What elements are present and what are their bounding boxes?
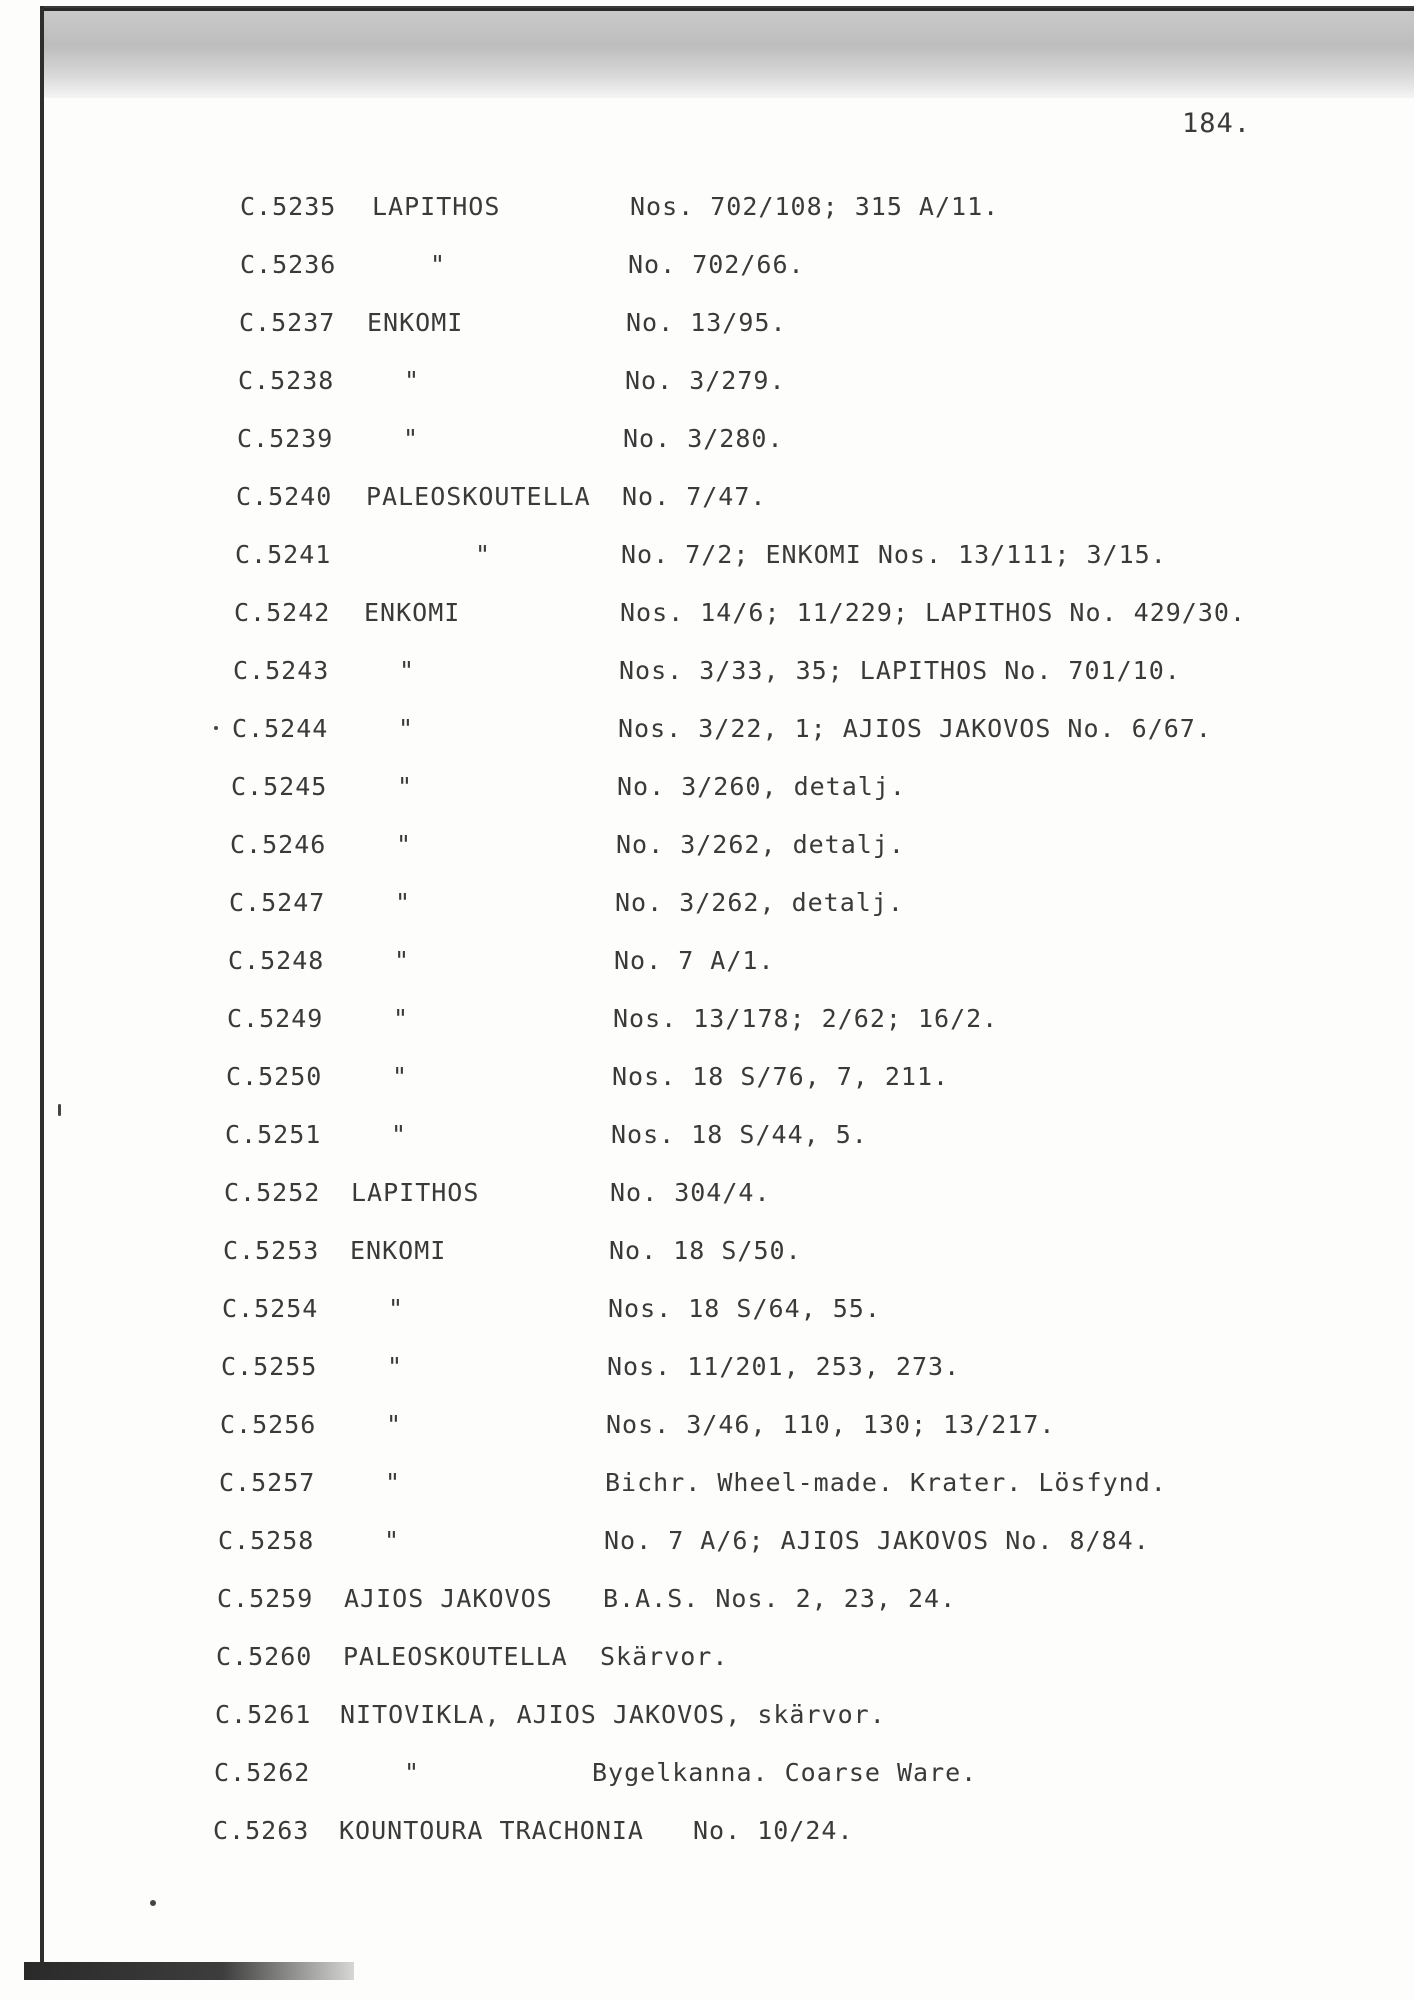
entry-description: Nos. 18 S/44, 5.: [611, 1120, 868, 1149]
entry-description: No. 7/2; ENKOMI Nos. 13/111; 3/15.: [621, 540, 1167, 569]
page-number: 184.: [1182, 108, 1252, 139]
entry-site: ": [430, 250, 447, 279]
entry-description: Nos. 13/178; 2/62; 16/2.: [613, 1004, 999, 1033]
entry-site: ": [399, 656, 416, 685]
scan-speck: [58, 1104, 61, 1116]
entry-code: C.5236: [240, 250, 337, 279]
entry-code: C.5263: [213, 1816, 310, 1845]
entry-site: ": [385, 1468, 402, 1497]
entry-site: ENKOMI: [350, 1236, 447, 1265]
entry-code: C.5248: [228, 946, 325, 975]
entry-site: ": [386, 1410, 403, 1439]
entry-code: C.5242: [234, 598, 331, 627]
entry-description: Skärvor.: [600, 1642, 729, 1671]
entry-code: C.5255: [221, 1352, 318, 1381]
entry-description: Nos. 3/22, 1; AJIOS JAKOVOS No. 6/67.: [618, 714, 1212, 743]
entry-code: C.5262: [214, 1758, 311, 1787]
entry-description: No. 10/24.: [693, 1816, 854, 1845]
scan-speck: [214, 726, 218, 730]
scan-speck: [150, 1900, 156, 1906]
entry-code: C.5259: [217, 1584, 314, 1613]
entry-site: ENKOMI: [367, 308, 464, 337]
entry-site: ": [397, 772, 414, 801]
entry-code: C.5239: [237, 424, 334, 453]
entry-site: ": [394, 946, 411, 975]
entry-code: C.5260: [216, 1642, 313, 1671]
entry-code: C.5237: [239, 308, 336, 337]
entry-site: ": [391, 1120, 408, 1149]
entry-description: Bichr. Wheel-made. Krater. Lösfynd.: [605, 1468, 1167, 1497]
entry-code: C.5258: [218, 1526, 315, 1555]
entry-code: C.5241: [235, 540, 332, 569]
entry-code: C.5243: [233, 656, 330, 685]
entry-site: AJIOS JAKOVOS: [344, 1584, 553, 1613]
entry-description: Nos. 14/6; 11/229; LAPITHOS No. 429/30.: [620, 598, 1246, 627]
entry-code: C.5250: [226, 1062, 323, 1091]
entry-site: LAPITHOS: [351, 1178, 480, 1207]
entry-site: ": [404, 1758, 421, 1787]
entry-code: C.5253: [223, 1236, 320, 1265]
entry-description: No. 7 A/6; AJIOS JAKOVOS No. 8/84.: [604, 1526, 1150, 1555]
entry-code: C.5245: [231, 772, 328, 801]
entry-description: No. 3/280.: [623, 424, 784, 453]
entry-description: No. 7 A/1.: [614, 946, 775, 975]
entry-description: Nos. 3/33, 35; LAPITHOS No. 701/10.: [619, 656, 1181, 685]
entry-site: PALEOSKOUTELLA: [366, 482, 591, 511]
entry-site: ": [398, 714, 415, 743]
entry-description: No. 13/95.: [626, 308, 787, 337]
entry-code: C.5254: [222, 1294, 319, 1323]
entry-site: ENKOMI: [364, 598, 461, 627]
entry-description: No. 3/260, detalj.: [617, 772, 906, 801]
entry-description: No. 18 S/50.: [609, 1236, 802, 1265]
entry-site: ": [396, 830, 413, 859]
entry-description: Nos. 11/201, 253, 273.: [607, 1352, 961, 1381]
entry-code: C.5256: [220, 1410, 317, 1439]
entry-code: C.5249: [227, 1004, 324, 1033]
entry-site: ": [388, 1294, 405, 1323]
entry-code: C.5257: [219, 1468, 316, 1497]
entry-description: Nos. 3/46, 110, 130; 13/217.: [606, 1410, 1056, 1439]
entry-site: ": [387, 1352, 404, 1381]
entry-site: ": [384, 1526, 401, 1555]
entry-code: C.5261: [215, 1700, 312, 1729]
entry-site: LAPITHOS: [372, 192, 501, 221]
entry-code: C.5238: [238, 366, 335, 395]
entry-code: C.5247: [229, 888, 326, 917]
entry-site: ": [404, 366, 421, 395]
entry-code: C.5246: [230, 830, 327, 859]
entry-description: Nos. 18 S/64, 55.: [608, 1294, 881, 1323]
entry-code: C.5240: [236, 482, 333, 511]
entry-description: No. 7/47.: [622, 482, 767, 511]
entry-description: No. 3/279.: [625, 366, 786, 395]
entry-description: No. 702/66.: [628, 250, 805, 279]
entry-site: ": [392, 1062, 409, 1091]
entry-site: PALEOSKOUTELLA: [343, 1642, 568, 1671]
entry-description: B.A.S. Nos. 2, 23, 24.: [603, 1584, 957, 1613]
entry-site: ": [475, 540, 492, 569]
entry-description: Nos. 702/108; 315 A/11.: [630, 192, 1000, 221]
entry-description: No. 3/262, detalj.: [615, 888, 904, 917]
entry-site: ": [403, 424, 420, 453]
entry-description: No. 3/262, detalj.: [616, 830, 905, 859]
entry-site: ": [395, 888, 412, 917]
entry-description: No. 304/4.: [610, 1178, 771, 1207]
entry-description: Bygelkanna. Coarse Ware.: [592, 1758, 978, 1787]
entry-code: C.5235: [240, 192, 337, 221]
entry-code: C.5252: [224, 1178, 321, 1207]
entry-description: Nos. 18 S/76, 7, 211.: [612, 1062, 950, 1091]
entry-code: C.5251: [225, 1120, 322, 1149]
entry-site: NITOVIKLA, AJIOS JAKOVOS, skärvor.: [340, 1700, 886, 1729]
entry-code: C.5244: [232, 714, 329, 743]
entry-site: ": [393, 1004, 410, 1033]
entry-site: KOUNTOURA TRACHONIA: [339, 1816, 644, 1845]
